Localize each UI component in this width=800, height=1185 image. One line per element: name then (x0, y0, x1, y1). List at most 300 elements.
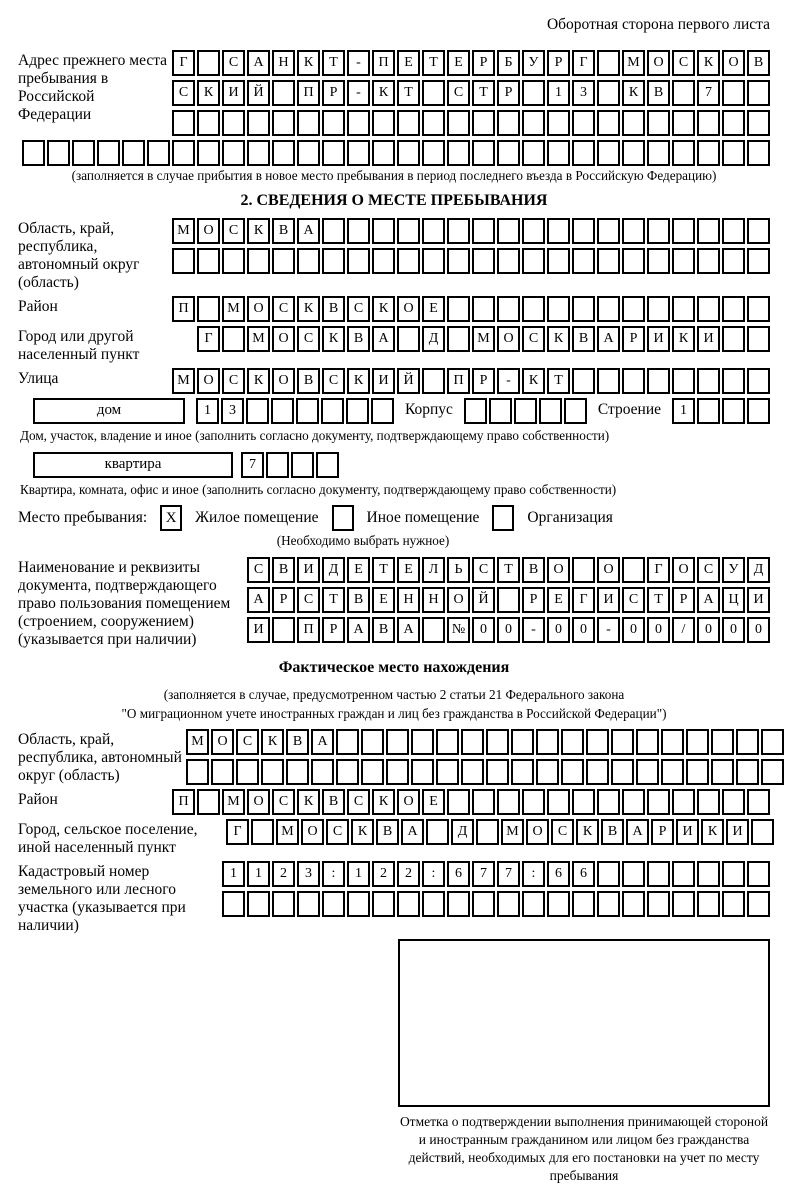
char-cell (711, 759, 734, 785)
char-cell (322, 140, 345, 166)
char-cell (747, 368, 770, 394)
char-cell (447, 296, 470, 322)
char-cell (597, 296, 620, 322)
char-cell (597, 140, 620, 166)
char-cell (411, 729, 434, 755)
char-cell: Й (397, 368, 420, 394)
char-cell (197, 296, 220, 322)
char-cell (461, 729, 484, 755)
char-cell: С (297, 587, 320, 613)
char-cell (622, 110, 645, 136)
char-cell (272, 140, 295, 166)
char-cell: А (297, 218, 320, 244)
char-cell (597, 248, 620, 274)
char-cell: В (572, 326, 595, 352)
char-cell: 2 (372, 861, 395, 887)
char-cell: 7 (697, 80, 720, 106)
char-cell (222, 110, 245, 136)
char-cell: Р (622, 326, 645, 352)
char-cell: 0 (547, 617, 570, 643)
fact-district-cells[interactable] (172, 789, 770, 815)
char-cell: М (472, 326, 495, 352)
char-cell (172, 140, 195, 166)
prev-address-label: Адрес прежнего места пребывания в Российской Федерации (18, 52, 168, 123)
char-cell (622, 861, 645, 887)
char-cell: О (197, 368, 220, 394)
char-cell: К (622, 80, 645, 106)
char-cell: К (372, 296, 395, 322)
char-cell (197, 110, 220, 136)
stay-type-checkbox-other[interactable] (332, 505, 354, 531)
region-cells-row-1[interactable] (172, 218, 770, 244)
char-cell: П (372, 50, 395, 76)
stay-type-label: Место пребывания: (18, 509, 148, 527)
char-cell: Т (497, 557, 520, 583)
char-cell: М (501, 819, 524, 845)
char-cell (747, 326, 770, 352)
char-cell: № (447, 617, 470, 643)
char-cell: К (197, 80, 220, 106)
char-cell (447, 891, 470, 917)
char-cell (697, 861, 720, 887)
fact-region-cells-row-1[interactable] (186, 729, 784, 755)
char-cell (686, 759, 709, 785)
korpus-cells[interactable] (464, 398, 587, 424)
char-cell (297, 140, 320, 166)
char-cell: С (447, 80, 470, 106)
char-cell (497, 789, 520, 815)
prev-address-cells-row-2[interactable] (172, 80, 770, 106)
char-cell: - (347, 80, 370, 106)
char-cell (539, 398, 562, 424)
char-cell (472, 296, 495, 322)
char-cell (422, 110, 445, 136)
region-label: Область, край, республика, автономный округ (область) (18, 219, 140, 291)
char-cell: А (247, 50, 270, 76)
char-cell: И (697, 326, 720, 352)
char-cell (672, 861, 695, 887)
char-cell (422, 368, 445, 394)
char-cell: Е (547, 587, 570, 613)
char-cell: С (222, 218, 245, 244)
char-cell: Г (172, 50, 195, 76)
char-cell (647, 891, 670, 917)
char-cell: А (597, 326, 620, 352)
char-cell: : (422, 861, 445, 887)
char-cell (197, 140, 220, 166)
char-cell (211, 759, 234, 785)
char-cell: Б (497, 50, 520, 76)
char-cell: 0 (472, 617, 495, 643)
char-cell: Й (247, 80, 270, 106)
char-cell (372, 110, 395, 136)
char-cell (297, 891, 320, 917)
char-cell: Д (422, 326, 445, 352)
stroenie-cells[interactable] (672, 398, 770, 424)
char-cell: Й (472, 587, 495, 613)
char-cell (522, 110, 545, 136)
char-cell (622, 140, 645, 166)
char-cell: В (647, 80, 670, 106)
char-cell: К (522, 368, 545, 394)
char-cell: Т (422, 50, 445, 76)
char-cell (497, 218, 520, 244)
char-cell: С (622, 587, 645, 613)
char-cell (197, 248, 220, 274)
char-cell (336, 729, 359, 755)
document-cells-row-2[interactable] (247, 587, 770, 613)
char-cell: В (522, 557, 545, 583)
char-cell: - (497, 368, 520, 394)
char-cell (347, 218, 370, 244)
char-cell (672, 218, 695, 244)
char-cell (647, 218, 670, 244)
char-cell (572, 296, 595, 322)
char-cell (322, 218, 345, 244)
char-cell: Т (472, 80, 495, 106)
char-cell: 0 (622, 617, 645, 643)
stay-type-option-residential-label: Жилое помещение (195, 509, 319, 527)
char-cell: С (347, 789, 370, 815)
char-cell: С (322, 368, 345, 394)
char-cell (611, 759, 634, 785)
char-cell (476, 819, 499, 845)
char-cell (597, 368, 620, 394)
char-cell: К (297, 789, 320, 815)
char-cell: Е (347, 557, 370, 583)
char-cell: К (697, 50, 720, 76)
char-cell (347, 891, 370, 917)
char-cell (246, 398, 269, 424)
char-cell (747, 861, 770, 887)
char-cell (622, 218, 645, 244)
char-cell: И (222, 80, 245, 106)
char-cell (597, 861, 620, 887)
char-cell (422, 80, 445, 106)
char-cell (522, 218, 545, 244)
char-cell: М (276, 819, 299, 845)
char-cell (222, 140, 245, 166)
fact-city-label: Город, сельское поселение, иной населенный пункт (18, 821, 198, 857)
char-cell (122, 140, 145, 166)
char-cell (272, 80, 295, 106)
char-cell: М (622, 50, 645, 76)
char-cell: В (286, 729, 309, 755)
char-cell (722, 218, 745, 244)
char-cell: 3 (221, 398, 244, 424)
char-cell (722, 140, 745, 166)
char-cell: Е (422, 789, 445, 815)
region-field (18, 218, 770, 292)
char-cell (722, 110, 745, 136)
char-cell: С (297, 326, 320, 352)
char-cell (47, 140, 70, 166)
char-cell (622, 296, 645, 322)
char-cell (722, 789, 745, 815)
char-cell (636, 729, 659, 755)
char-cell: М (247, 326, 270, 352)
char-cell (597, 50, 620, 76)
char-cell: Р (472, 50, 495, 76)
fact-region-label: Область, край, республика, автономный округ (область) (18, 731, 182, 785)
char-cell: О (197, 218, 220, 244)
char-cell (547, 891, 570, 917)
char-cell (697, 368, 720, 394)
char-cell: С (222, 50, 245, 76)
house-number-cells[interactable] (196, 398, 394, 424)
char-cell (321, 398, 344, 424)
char-cell: 7 (497, 861, 520, 887)
char-cell: В (272, 218, 295, 244)
char-cell (372, 891, 395, 917)
char-cell (372, 218, 395, 244)
char-cell (522, 789, 545, 815)
actual-location-note (18, 685, 770, 723)
char-cell: Е (397, 557, 420, 583)
apartment-row (33, 452, 770, 478)
char-cell (272, 110, 295, 136)
char-cell: А (347, 617, 370, 643)
char-cell: С (247, 557, 270, 583)
apartment-cells[interactable] (241, 452, 339, 478)
char-cell (622, 557, 645, 583)
char-cell: О (247, 296, 270, 322)
char-cell: П (297, 80, 320, 106)
char-cell (672, 110, 695, 136)
apartment-box-label: квартира (33, 452, 233, 478)
cadastral-cells-row-2[interactable] (222, 891, 770, 917)
stay-type-checkbox-residential[interactable]: X (160, 505, 182, 531)
char-cell: И (747, 587, 770, 613)
stay-type-checkbox-organization[interactable] (492, 505, 514, 531)
char-cell: Л (422, 557, 445, 583)
char-cell: Р (322, 617, 345, 643)
char-cell (622, 248, 645, 274)
char-cell (361, 729, 384, 755)
prev-address-cells-row-3[interactable] (172, 110, 770, 136)
char-cell: И (726, 819, 749, 845)
char-cell: Р (522, 587, 545, 613)
char-cell (647, 296, 670, 322)
house-note: Дом, участок, владение и иное (заполнить согласно документу, подтверждающему право собственности) (20, 427, 610, 443)
char-cell (72, 140, 95, 166)
char-cell (647, 368, 670, 394)
char-cell (586, 759, 609, 785)
char-cell: К (672, 326, 695, 352)
char-cell (747, 110, 770, 136)
char-cell: Т (397, 80, 420, 106)
char-cell (297, 248, 320, 274)
char-cell (747, 218, 770, 244)
fact-city-cells[interactable] (226, 819, 774, 845)
char-cell: Н (272, 50, 295, 76)
char-cell (747, 248, 770, 274)
char-cell (547, 248, 570, 274)
char-cell (347, 248, 370, 274)
char-cell (597, 891, 620, 917)
char-cell (747, 140, 770, 166)
char-cell: Р (547, 50, 570, 76)
char-cell (636, 759, 659, 785)
char-cell (472, 891, 495, 917)
char-cell: С (236, 729, 259, 755)
prev-address-note: (заполняется в случае прибытия в новое место пребывания в период последнего въезда в Российскую Федерацию) (71, 168, 717, 183)
char-cell: К (322, 326, 345, 352)
stamp-area (398, 939, 770, 1185)
apartment-note: Квартира, комната, офис и иное (заполнить согласно документу, подтверждающему право собственности) (20, 481, 617, 497)
char-cell (514, 398, 537, 424)
char-cell (536, 759, 559, 785)
char-cell (647, 248, 670, 274)
char-cell (672, 789, 695, 815)
char-cell: : (322, 861, 345, 887)
char-cell: П (447, 368, 470, 394)
char-cell (536, 729, 559, 755)
char-cell: 1 (222, 861, 245, 887)
char-cell (361, 759, 384, 785)
char-cell (222, 891, 245, 917)
char-cell (747, 891, 770, 917)
char-cell (736, 759, 759, 785)
char-cell: О (301, 819, 324, 845)
char-cell (172, 248, 195, 274)
fact-city-field (18, 819, 770, 857)
char-cell: 1 (247, 861, 270, 887)
char-cell: С (326, 819, 349, 845)
char-cell: О (722, 50, 745, 76)
char-cell: 7 (472, 861, 495, 887)
char-cell: В (322, 789, 345, 815)
prev-address-field (18, 50, 770, 136)
char-cell (511, 759, 534, 785)
char-cell: Р (272, 587, 295, 613)
char-cell: 1 (672, 398, 695, 424)
char-cell (547, 110, 570, 136)
char-cell (522, 891, 545, 917)
char-cell (447, 326, 470, 352)
char-cell: Г (197, 326, 220, 352)
char-cell: А (247, 587, 270, 613)
fact-district-field (18, 789, 770, 815)
char-cell (597, 80, 620, 106)
char-cell (251, 819, 274, 845)
document-cells-row-3[interactable] (247, 617, 770, 643)
char-cell (647, 861, 670, 887)
char-cell: В (322, 296, 345, 322)
char-cell (497, 110, 520, 136)
char-cell: А (311, 729, 334, 755)
char-cell: С (472, 557, 495, 583)
stamp-box (398, 939, 770, 1107)
char-cell (291, 452, 314, 478)
char-cell (522, 140, 545, 166)
char-cell: М (186, 729, 209, 755)
char-cell: И (676, 819, 699, 845)
char-cell (564, 398, 587, 424)
actual-location-note-line-1: (заполняется в случае, предусмотренном частью 2 статьи 21 Федерального закона (163, 687, 625, 703)
char-cell: 0 (697, 617, 720, 643)
char-cell (322, 891, 345, 917)
prev-address-cells-row-1[interactable] (172, 50, 770, 76)
char-cell (697, 891, 720, 917)
char-cell: - (522, 617, 545, 643)
street-cells[interactable] (172, 368, 770, 394)
char-cell: Р (472, 368, 495, 394)
char-cell (672, 891, 695, 917)
prev-address-overflow-row (18, 140, 770, 166)
fact-region-cells-row-2[interactable] (186, 759, 784, 785)
char-cell: Е (447, 50, 470, 76)
document-cells-row-1[interactable] (247, 557, 770, 583)
char-cell (266, 452, 289, 478)
char-cell (572, 110, 595, 136)
char-cell: - (347, 50, 370, 76)
prev-address-cells-row-4[interactable] (22, 140, 770, 166)
char-cell (464, 398, 487, 424)
char-cell (586, 729, 609, 755)
char-cell: К (247, 218, 270, 244)
char-cell (486, 759, 509, 785)
char-cell: В (747, 50, 770, 76)
char-cell: - (597, 617, 620, 643)
char-cell: Д (322, 557, 345, 583)
char-cell: М (172, 368, 195, 394)
char-cell: К (261, 729, 284, 755)
char-cell: Д (747, 557, 770, 583)
char-cell: И (297, 557, 320, 583)
region-cells-row-2[interactable] (172, 248, 770, 274)
district-cells[interactable] (172, 296, 770, 322)
char-cell: / (672, 617, 695, 643)
char-cell: П (297, 617, 320, 643)
char-cell (561, 729, 584, 755)
cadastral-cells-row-1[interactable] (222, 861, 770, 887)
char-cell (461, 759, 484, 785)
char-cell (697, 218, 720, 244)
char-cell (296, 398, 319, 424)
char-cell: Т (547, 368, 570, 394)
char-cell (447, 110, 470, 136)
char-cell: Г (647, 557, 670, 583)
document-field (18, 557, 770, 649)
city-label: Город или другой населенный пункт (18, 327, 140, 363)
char-cell: 3 (297, 861, 320, 887)
char-cell: Т (647, 587, 670, 613)
char-cell (397, 218, 420, 244)
char-cell (547, 296, 570, 322)
char-cell: 0 (497, 617, 520, 643)
char-cell (622, 789, 645, 815)
section2-title: 2. СВЕДЕНИЯ О МЕСТЕ ПРЕБЫВАНИЯ (240, 191, 548, 209)
stay-type-option-other-label: Иное помещение (366, 509, 480, 527)
char-cell (497, 140, 520, 166)
char-cell: К (547, 326, 570, 352)
char-cell (697, 296, 720, 322)
char-cell (547, 218, 570, 244)
char-cell: С (522, 326, 545, 352)
char-cell: А (697, 587, 720, 613)
char-cell: У (722, 557, 745, 583)
city-cells[interactable] (197, 326, 770, 352)
char-cell (572, 557, 595, 583)
char-cell (761, 759, 784, 785)
char-cell (611, 729, 634, 755)
char-cell: К (372, 80, 395, 106)
char-cell (386, 729, 409, 755)
char-cell: А (626, 819, 649, 845)
char-cell: Т (322, 587, 345, 613)
char-cell (697, 140, 720, 166)
